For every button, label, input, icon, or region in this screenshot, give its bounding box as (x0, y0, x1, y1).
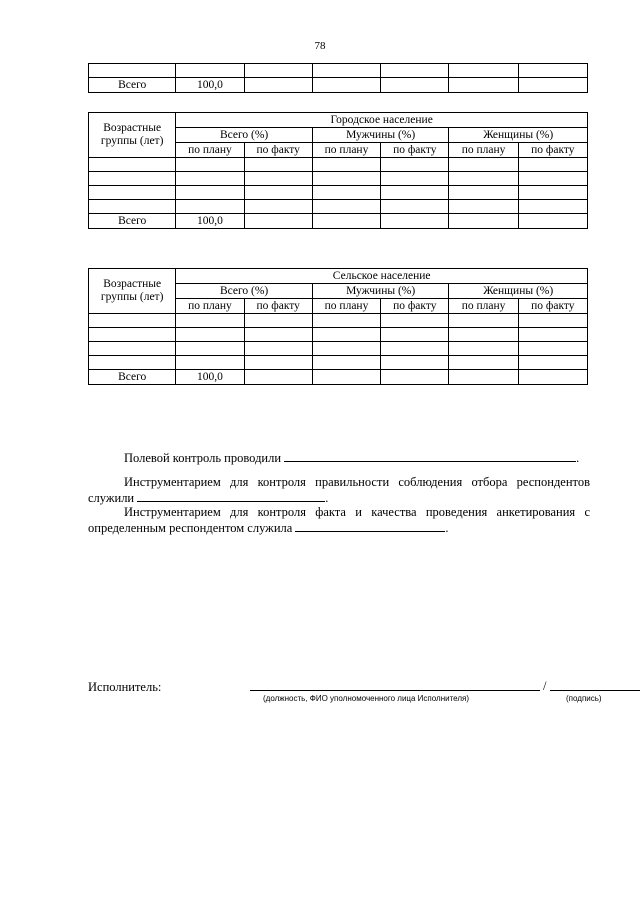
executor-label: Исполнитель: (88, 680, 162, 694)
fact-header: по факту (381, 143, 449, 158)
fact-header: по факту (381, 299, 449, 314)
total-label: Всего (89, 214, 176, 229)
table-row (89, 200, 588, 214)
field-control-text: Полевой контроль проводили (124, 451, 282, 465)
executor-signature-caption: (подпись) (566, 694, 602, 703)
total-value: 100,0 (176, 370, 244, 385)
table-row (89, 64, 588, 78)
table-row (89, 158, 588, 172)
executor-signature-block (88, 678, 602, 708)
table-total-row (89, 370, 588, 385)
age-groups-header: Возрастные группы (лет) (89, 113, 176, 158)
executor-signature-line[interactable] (550, 690, 640, 691)
field-control-paragraph: Полевой контроль проводили . (124, 451, 580, 465)
plan-header: по плану (449, 143, 518, 158)
total-value: 100,0 (176, 78, 244, 93)
table-total-row (89, 214, 588, 229)
table-rural (88, 268, 588, 385)
page-number: 78 (314, 40, 326, 52)
table-row (89, 314, 588, 328)
table-row (89, 186, 588, 200)
instrument-selection-text: Инструментарием для контроля правильности соблюдения отбора респондентов служили (88, 475, 590, 505)
total-label: Всего (89, 370, 176, 385)
group-women-header: Женщины (%) (449, 128, 588, 143)
plan-header: по плану (312, 299, 380, 314)
group-men-header: Мужчины (%) (312, 284, 449, 299)
instrument-quality-text: Инструментарием для контроля факта и качества проведения анкетирования с определенным респондентом служила (88, 505, 590, 535)
instrument-selection-paragraph: Инструментарием для контроля правильности соблюдения отбора респондентов служили . (88, 475, 590, 505)
rural-title: Сельское население (176, 269, 588, 284)
plan-header: по плану (449, 299, 518, 314)
group-men-header: Мужчины (%) (312, 128, 449, 143)
table-previous-tail (88, 63, 588, 93)
instrument-quality-paragraph: Инструментарием для контроля факта и качества проведения анкетирования с определенным респондентом служила . (88, 505, 590, 535)
table-row (89, 342, 588, 356)
fact-header: по факту (244, 299, 312, 314)
fact-header: по факту (244, 143, 312, 158)
group-women-header: Женщины (%) (449, 284, 588, 299)
fact-header: по факту (518, 299, 587, 314)
table-row (89, 172, 588, 186)
executor-position-line[interactable] (250, 690, 540, 691)
total-value: 100,0 (176, 214, 244, 229)
plan-header: по плану (312, 143, 380, 158)
table-total-row (89, 78, 588, 93)
plan-header: по плану (176, 143, 244, 158)
age-groups-header: Возрастные группы (лет) (89, 269, 176, 314)
instrument-quality-blank[interactable] (295, 520, 445, 532)
executor-position-caption: (должность, ФИО уполномоченного лица Исполнителя) (263, 694, 469, 703)
field-control-blank[interactable] (284, 450, 576, 462)
total-label: Всего (89, 78, 176, 93)
table-urban (88, 112, 588, 229)
group-all-header: Всего (%) (176, 284, 313, 299)
table-row (89, 356, 588, 370)
fact-header: по факту (518, 143, 587, 158)
table-row (89, 328, 588, 342)
plan-header: по плану (176, 299, 244, 314)
urban-title: Городское население (176, 113, 588, 128)
separator-slash: / (543, 679, 547, 693)
instrument-selection-blank[interactable] (137, 490, 325, 502)
group-all-header: Всего (%) (176, 128, 313, 143)
